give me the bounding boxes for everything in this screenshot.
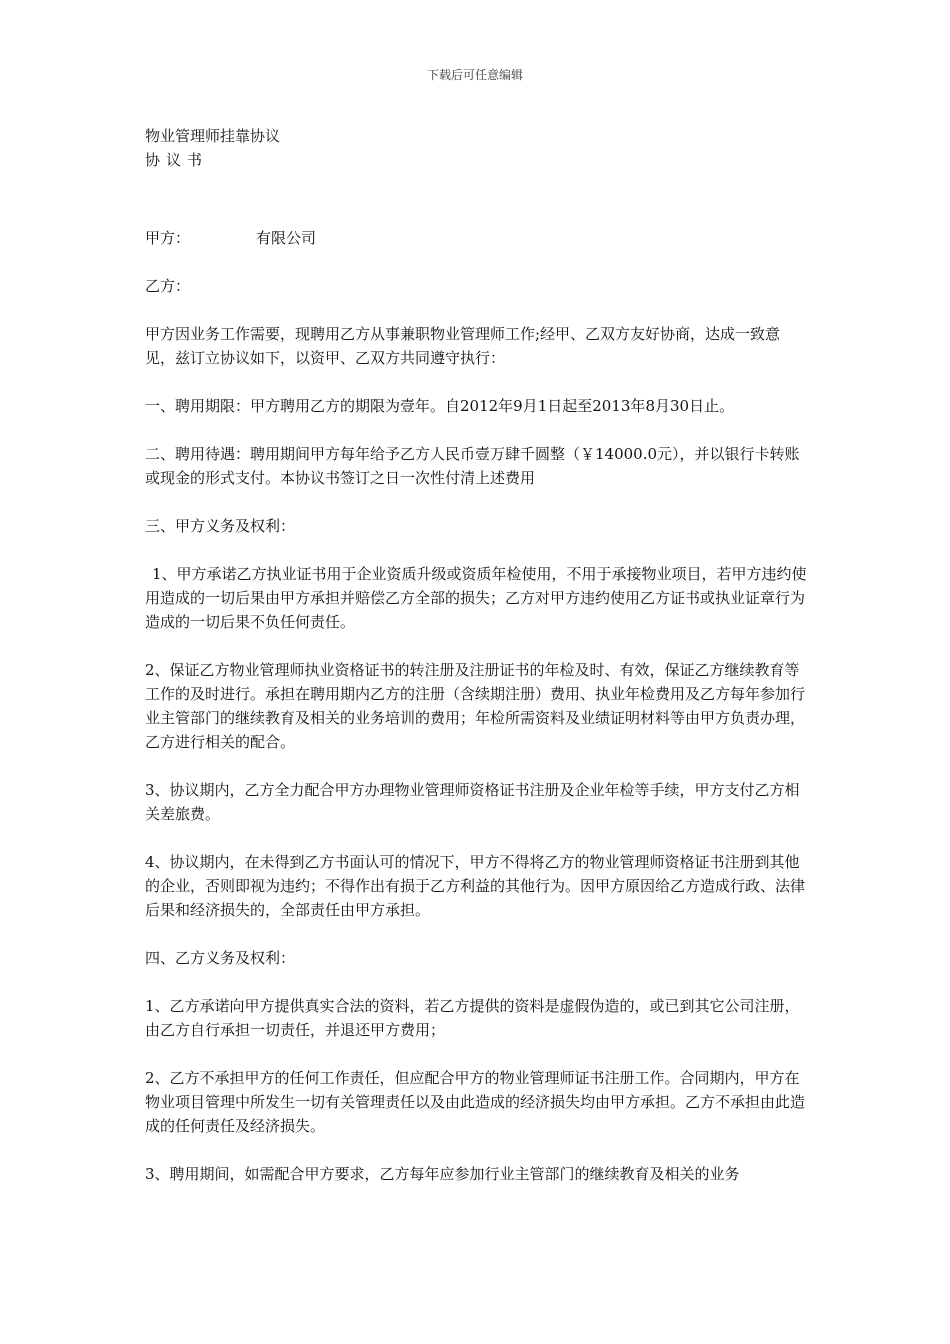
section-4-item-1: 1、乙方承诺向甲方提供真实合法的资料，若乙方提供的资料是虚假伪造的，或已到其它公司注册，由乙方自行承担一切责任，并退还甲方费用； [145,997,800,1039]
spacer [145,826,810,850]
section-4-item-3: 3、聘用期间，如需配合甲方要求，乙方每年应参加行业主管部门的继续教育及相关的业务 [145,1165,740,1183]
spacer [145,1042,810,1066]
clause-1-term: 一、聘用期限：甲方聘用乙方的期限为壹年。自2012年9月1日起至2013年8月30日止。 [145,397,735,415]
party-a-label: 甲方： [145,229,191,247]
party-b-label: 乙方： [145,277,191,295]
spacer [145,250,810,274]
section-4-item-2: 2、乙方不承担甲方的任何工作责任，但应配合甲方的物业管理师证书注册工作。合同期内，甲方在物业项目管理中所发生一切有关管理责任以及由此造成的经济损失均由甲方承担。乙方不承担由此造成的任何责任及经济损失。 [145,1069,806,1135]
section-3-heading: 三、甲方义务及权利： [145,517,296,535]
spacer [145,634,810,658]
spacer [145,370,810,394]
section-3-item-4: 4、协议期内，在未得到乙方书面认可的情况下，甲方不得将乙方的物业管理师资格证书注册到其他的企业，否则即视为违约；不得作出有损于乙方利益的其他行为。因甲方原因给乙方造成行政、法律后果和经济损失的，全部责任由甲方承担。 [145,853,806,919]
document-subtitle: 协议书 [145,151,209,169]
page-header-note: 下载后可任意编辑 [426,68,523,82]
spacer [145,490,810,514]
spacer [145,922,810,946]
party-a-line [145,226,810,250]
section-3-item-2: 2、保证乙方物业管理师执业资格证书的转注册及注册证书的年检及时、有效，保证乙方继续教育等工作的及时进行。承担在聘用期内乙方的注册（含续期注册）费用、执业年检费用及乙方每年参加行业主管部门的继续教育及相关的业务培训的费用；年检所需资料及业绩证明材料等由甲方负责办理，乙方进行相关的配合。 [145,661,806,751]
intro-paragraph: 甲方因业务工作需要，现聘用乙方从事兼职物业管理师工作;经甲、乙双方友好协商，达成一致意见，兹订立协议如下，以资甲、乙双方共同遵守执行： [145,325,781,367]
spacer [145,754,810,778]
spacer [145,172,810,226]
section-3-item-1: 1、甲方承诺乙方执业证书用于企业资质升级或资质年检使用，不用于承接物业项目，若甲方违约使用造成的一切后果由甲方承担并赔偿乙方全部的损失；乙方对甲方违约使用乙方证书或执业证章行为造成的一切后果不负任何责任。 [145,565,807,631]
section-4-heading: 四、乙方义务及权利： [145,949,296,967]
section-3-item-3: 3、协议期内，乙方全力配合甲方办理物业管理师资格证书注册及企业年检等手续，甲方支付乙方相关差旅费。 [145,781,800,823]
document-title: 物业管理师挂靠协议 [145,127,281,145]
party-a-company: 有限公司 [256,229,317,247]
document-body [145,124,810,1186]
clause-2-compensation: 二、聘用待遇：聘用期间甲方每年给予乙方人民币壹万肆千圆整（￥14000.0元），并以银行卡转账或现金的形式支付。本协议书签订之日一次性付清上述费用 [145,445,800,487]
spacer [145,970,810,994]
spacer [145,1138,810,1162]
spacer [145,418,810,442]
spacer [145,538,810,562]
spacer [145,298,810,322]
